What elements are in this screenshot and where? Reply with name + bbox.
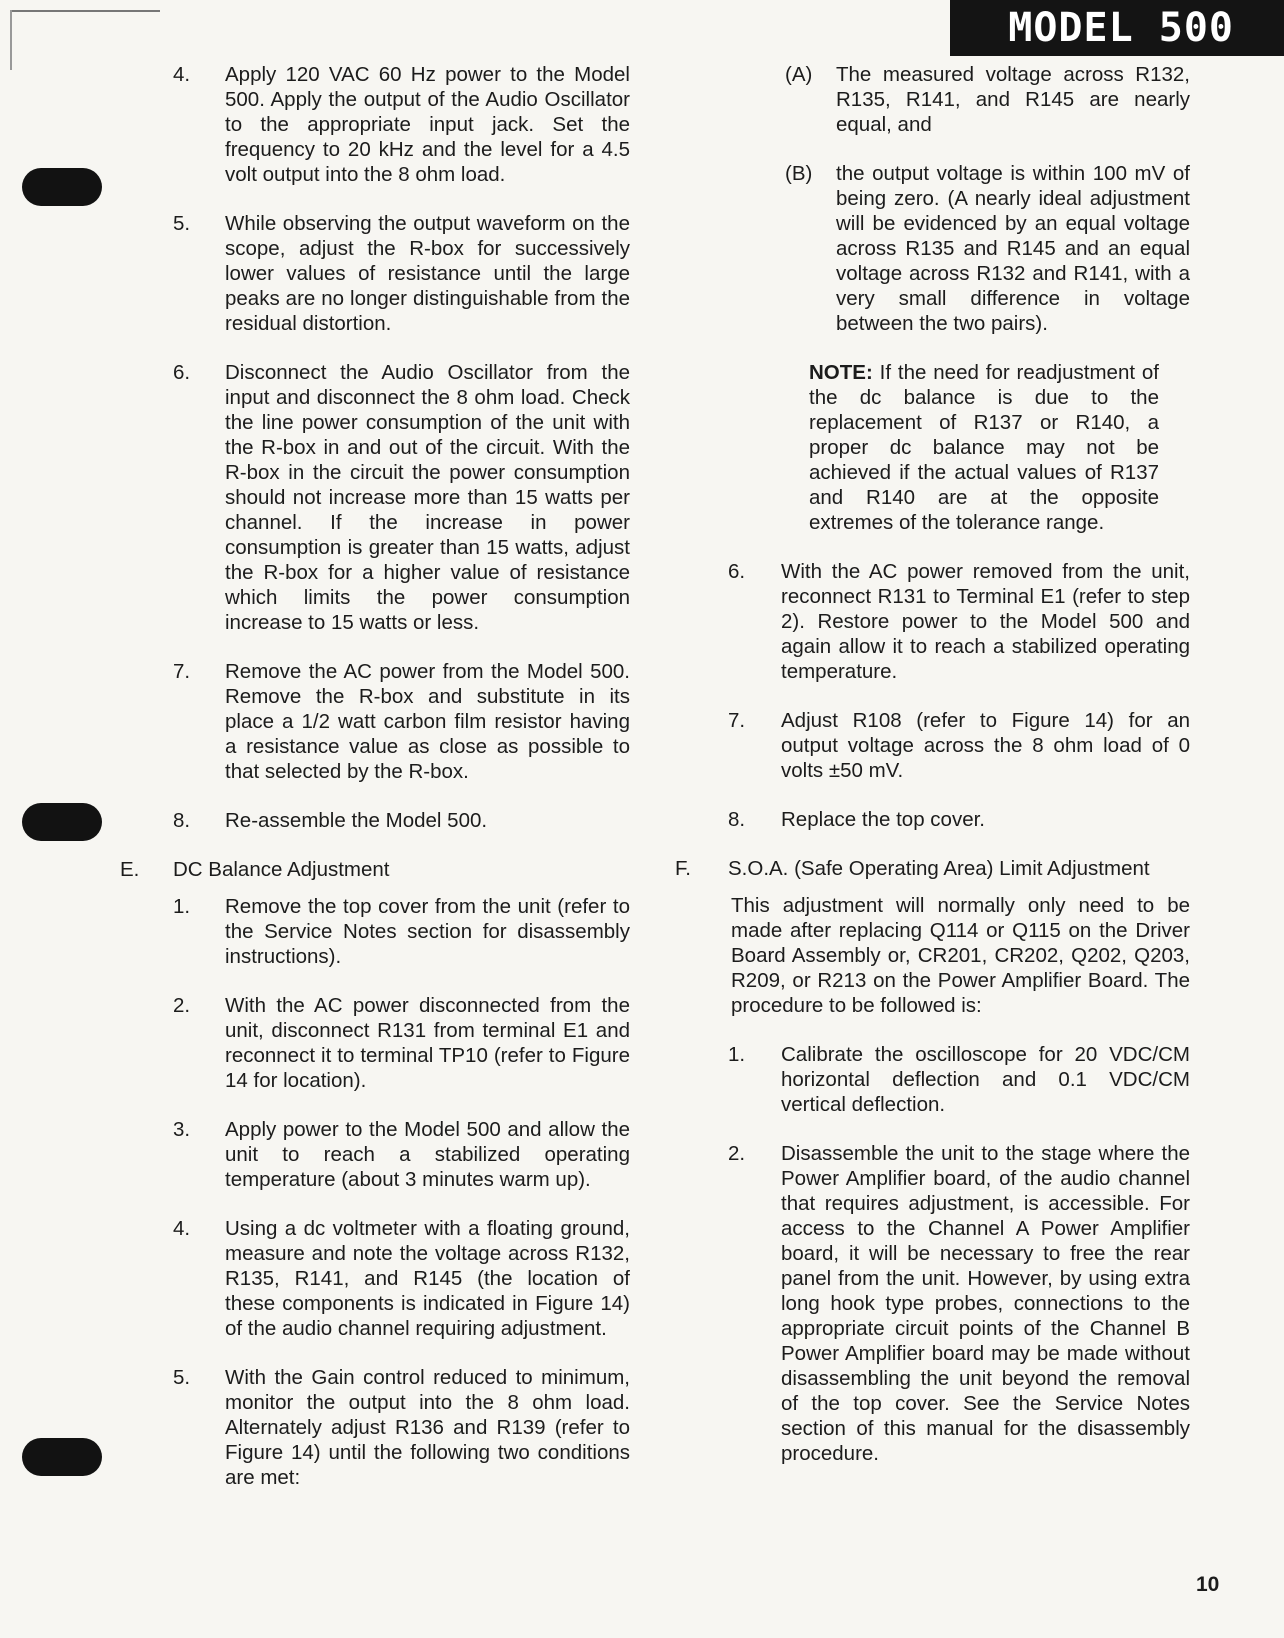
step-text: Replace the top cover. [781,808,985,831]
section-letter: E. [120,858,140,881]
section-heading [120,857,630,882]
step-item [675,807,1190,832]
step-number: 2. [173,994,191,1017]
step-text: Remove the top cover from the unit (refer to the Service Notes section for disassembly instructions). [225,895,630,968]
step-number: 6. [728,560,746,583]
step-number: 4. [173,1217,191,1240]
step-item [120,808,630,833]
step-item [120,360,630,635]
section-letter: F. [675,857,691,880]
step-item [675,1141,1190,1466]
step-item [675,708,1190,783]
step-number: 3. [173,1118,191,1141]
condition-item [675,161,1190,336]
scan-edge-line [10,10,160,12]
step-number: 5. [173,1366,191,1389]
step-text: While observing the output waveform on the scope, adjust the R-box for successively lower values of resistance until the large peaks are no longer distinguishable from the residual distortion. [225,212,630,335]
step-number: 1. [728,1043,746,1066]
step-item [120,211,630,336]
step-text: Apply power to the Model 500 and allow the unit to reach a stabilized operating temperature (about 3 minutes warm up). [225,1118,630,1191]
step-text: Apply 120 VAC 60 Hz power to the Model 500. Apply the output of the Audio Oscillator to the appropriate input jack. Set the frequency to 20 kHz and the level for a 4.5 volt output into the 8 ohm load. [225,63,630,186]
binder-hole-icon [22,1438,102,1476]
section-title: S.O.A. (Safe Operating Area) Limit Adjustment [728,857,1150,880]
binder-hole-icon [22,803,102,841]
step-text: Re-assemble the Model 500. [225,809,488,832]
step-number: 8. [173,809,191,832]
step-text: With the Gain control reduced to minimum, monitor the output into the 8 ohm load. Alternately adjust R136 and R139 (refer to Figure 14) until the following two conditions are met: [225,1366,630,1489]
note-label: NOTE: [809,361,873,384]
step-text: With the AC power disconnected from the unit, disconnect R131 from terminal E1 and reconnect it to terminal TP10 (refer to Figure 14 for location). [225,994,630,1092]
step-item [120,894,630,969]
step-number: 7. [173,660,191,683]
binder-hole-icon [22,168,102,206]
step-number: 1. [173,895,191,918]
section-intro: This adjustment will normally only need to be made after replacing Q114 or Q115 on the Driver Board Assembly or, CR201, CR202, Q202, Q203, R209, or R213 on the Power Amplifier Board. The procedure to be followed is: [731,894,1190,1017]
note-text: If the need for readjustment of the dc balance is due to the replacement of R137 or R140, a proper dc balance may not be achieved if the actual values of R137 and R140 are at the opposite extremes of the tolerance range. [809,361,1159,534]
step-number: 6. [173,361,191,384]
step-item [675,559,1190,684]
header-banner [950,0,1284,56]
step-item [120,1365,630,1490]
step-item [120,62,630,187]
step-text: Disassemble the unit to the stage where the Power Amplifier board, of the audio channel that requires adjustment, is accessible. For access to the Channel A Power Amplifier board, it will be necessary to free the rear panel from the unit. However, by using extra long hook type probes, connections to the appropriate circuit points of the Channel B Power Amplifier board may be made without disassembling the unit beyond the removal of the top cover. See the Service Notes section of this manual for the disassembly procedure. [781,1142,1190,1465]
step-item [120,659,630,784]
section-heading [675,856,1190,881]
note-block [809,360,1159,535]
step-item [120,1216,630,1341]
step-number: 7. [728,709,746,732]
step-number: 8. [728,808,746,831]
step-item [120,1117,630,1192]
right-column [675,62,1190,1466]
condition-label: (A) [785,63,813,86]
step-item [120,993,630,1093]
step-text: Disconnect the Audio Oscillator from the input and disconnect the 8 ohm load. Check the line power consumption of the unit with the R-box in and out of the circuit. With the R-box in the circuit the power consumption should not increase more than 15 watts per channel. If the increase in power consumption is greater than 15 watts, adjust the R-box for a higher value of resistance which limits the power consumption increase to 15 watts or less. [225,361,630,634]
condition-item [675,62,1190,137]
left-column [120,62,630,1490]
step-text: With the AC power removed from the unit, reconnect R131 to Terminal E1 (refer to step 2). Restore power to the Model 500 and again allow it to reach a stabilized operating temperature. [781,560,1190,683]
condition-label: (B) [785,162,813,185]
section-title: DC Balance Adjustment [173,858,390,881]
page-number: 10 [1196,1573,1220,1596]
scan-edge-vline [10,10,12,70]
condition-text: the output voltage is within 100 mV of being zero. (A nearly ideal adjustment will be evidenced by an equal voltage across R135 and R145 and an equal voltage across R132 and R141, with a very small difference in voltage between the two pairs). [836,162,1190,335]
step-text: Remove the AC power from the Model 500. Remove the R-box and substitute in its place a 1/2 watt carbon film resistor having a resistance value as close as possible to that selected by the R-box. [225,660,630,783]
step-item [675,1042,1190,1117]
step-number: 5. [173,212,191,235]
condition-text: The measured voltage across R132, R135, R141, and R145 are nearly equal, and [836,63,1190,136]
step-number: 2. [728,1142,746,1165]
step-text: Using a dc voltmeter with a floating ground, measure and note the voltage across R132, R135, R141, and R145 (the location of these components is indicated in Figure 14) of the audio channel requiring adjustment. [225,1217,630,1340]
step-number: 4. [173,63,191,86]
page-title: MODEL 500 [1008,5,1234,51]
step-text: Calibrate the oscilloscope for 20 VDC/CM horizontal deflection and 0.1 VDC/CM vertical deflection. [781,1043,1190,1116]
step-text: Adjust R108 (refer to Figure 14) for an output voltage across the 8 ohm load of 0 volts ±50 mV. [781,709,1190,782]
